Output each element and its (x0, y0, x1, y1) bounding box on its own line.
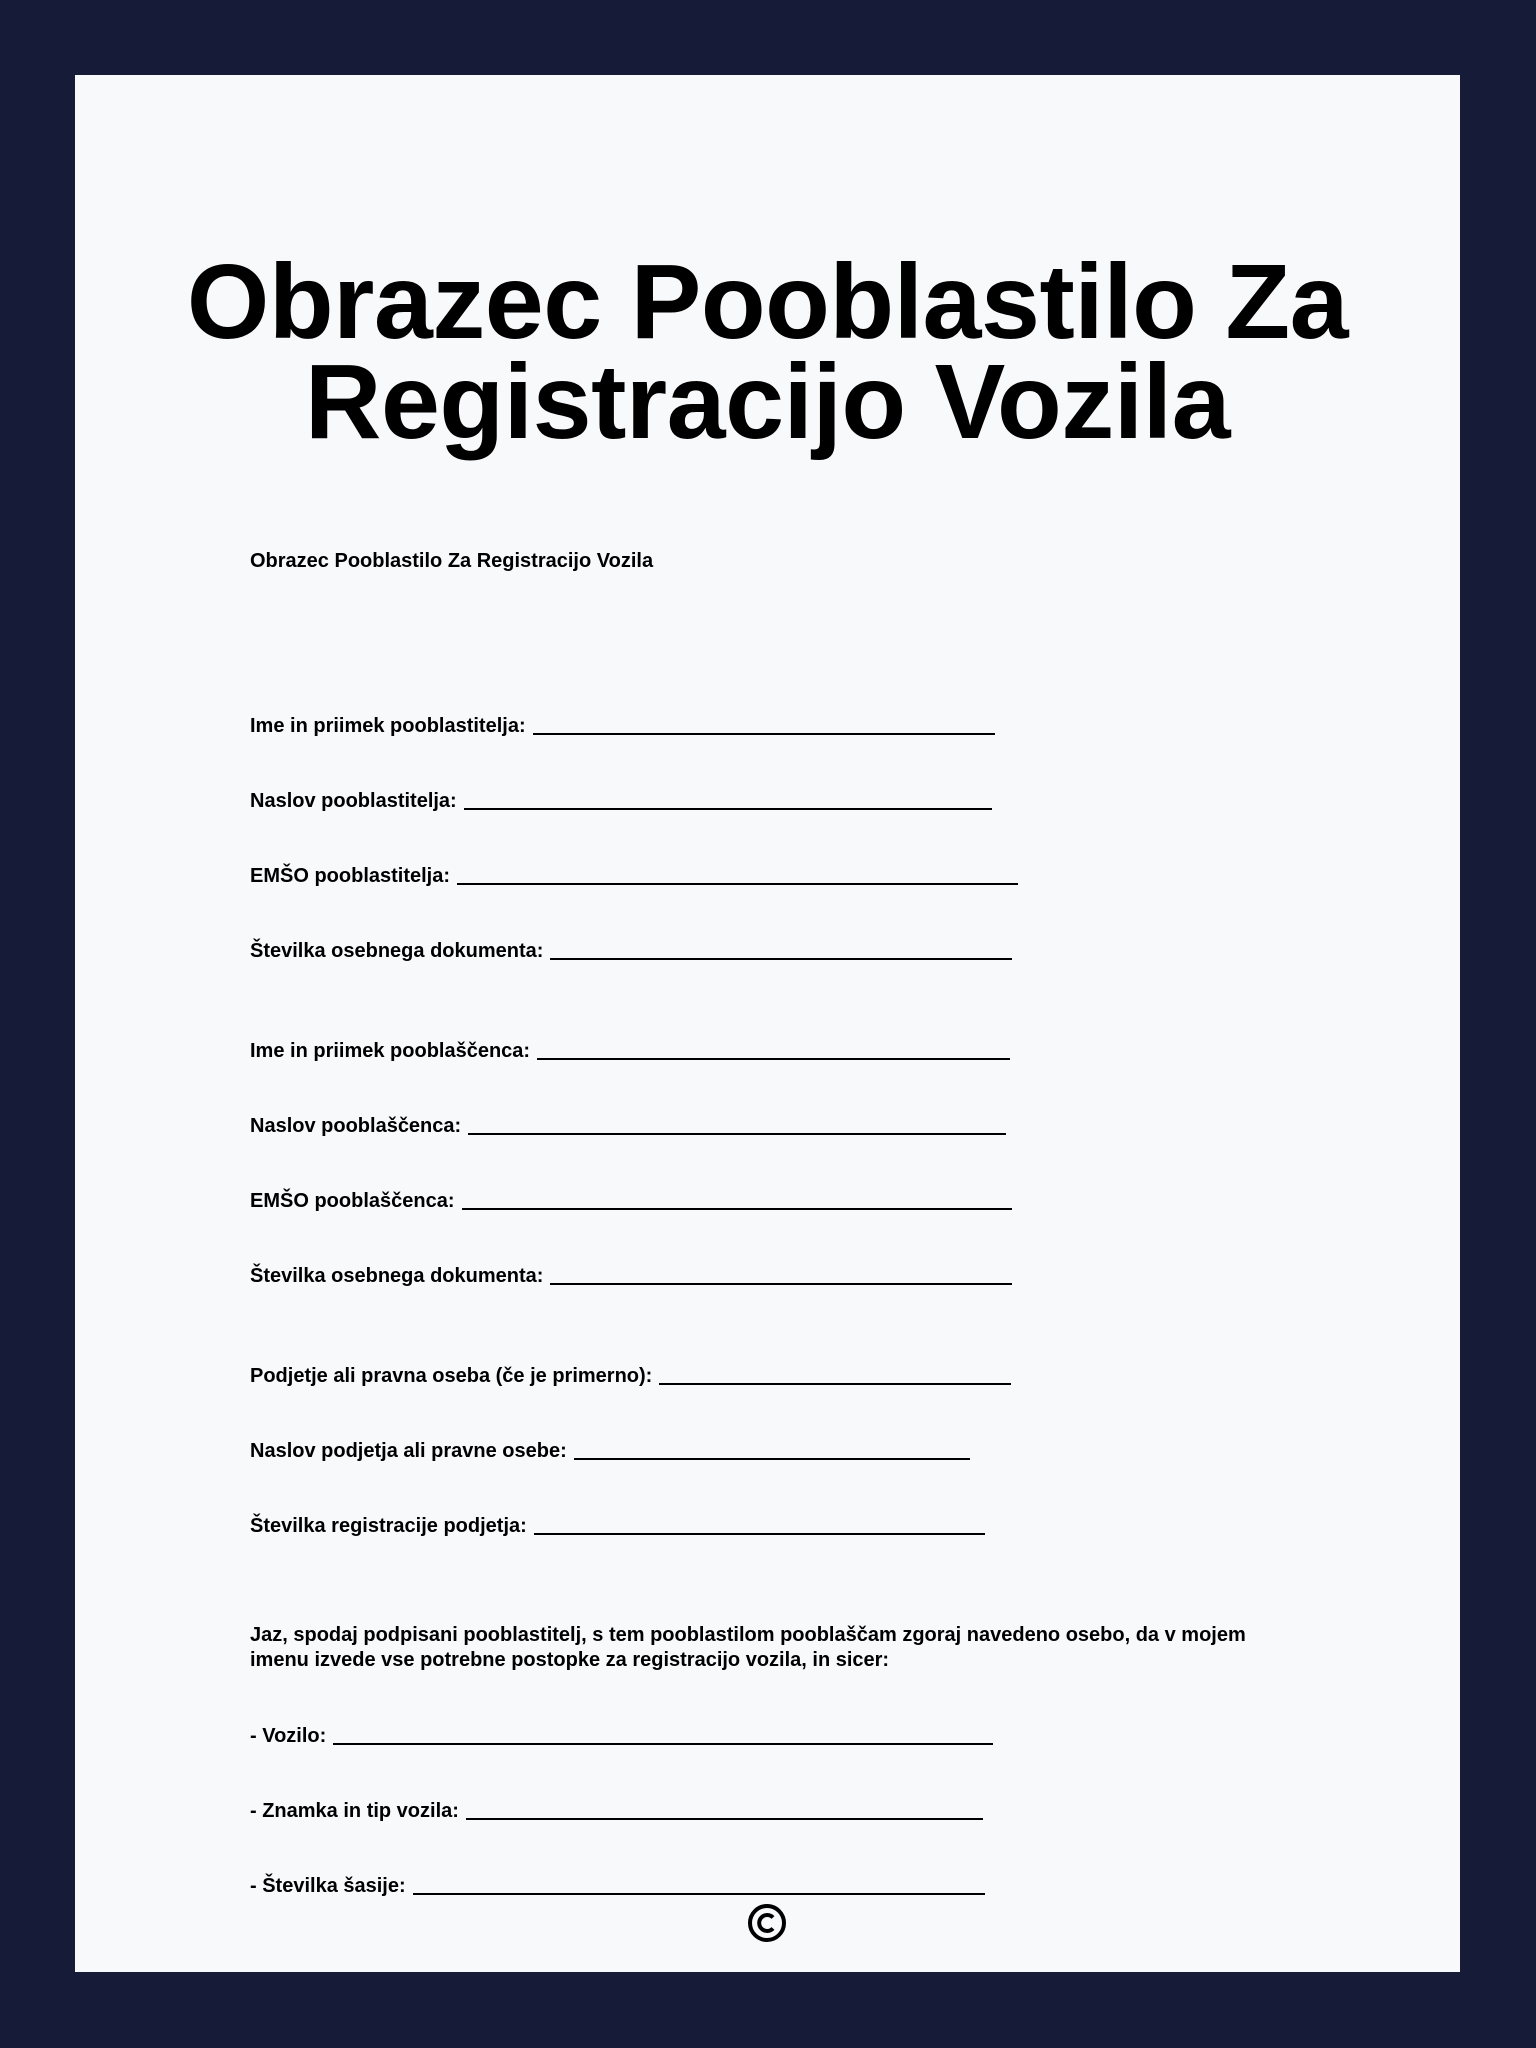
field-authorized-emso (250, 1185, 1012, 1213)
field-authorized-name (250, 1035, 1010, 1063)
field-label: Naslov pooblaščenca: (250, 1115, 462, 1137)
fill-in-line[interactable] (550, 1283, 1012, 1285)
fill-in-line[interactable] (468, 1133, 1006, 1135)
fill-in-line[interactable] (537, 1058, 1010, 1060)
document-title-line-2: Registracijo Vozila (304, 343, 1231, 461)
authorization-statement: Jaz, spodaj podpisani pooblastitelj, s tem pooblastilom pooblaščam zgoraj navedeno osebo, da v mojem imenu izvede vse potrebne postopke za registracijo vozila, in sicer: (250, 1624, 1246, 1671)
field-label: Naslov podjetja ali pravne osebe: (250, 1440, 567, 1462)
field-label: - Vozilo: (250, 1725, 327, 1747)
document-title-line-1: Obrazec Pooblastilo Za (186, 243, 1349, 361)
field-grantor-id-number (250, 935, 1012, 963)
field-company-address (250, 1435, 970, 1463)
field-label: Podjetje ali pravna oseba (če je primerno): (250, 1365, 653, 1387)
document-page (75, 75, 1460, 1972)
field-label: - Številka šasije: (250, 1875, 406, 1897)
fill-in-line[interactable] (534, 1533, 985, 1535)
fill-in-line[interactable] (659, 1383, 1011, 1385)
fill-in-line[interactable] (462, 1208, 1012, 1210)
field-vehicle (250, 1720, 993, 1748)
field-label: Številka osebnega dokumenta: (250, 1265, 544, 1287)
document-title (75, 243, 1460, 461)
fill-in-line[interactable] (574, 1458, 970, 1460)
field-grantor-name (250, 710, 995, 738)
field-label: EMŠO pooblaščenca: (250, 1190, 455, 1212)
fill-in-line[interactable] (464, 808, 992, 810)
fill-in-line[interactable] (457, 883, 1018, 885)
document-subtitle: Obrazec Pooblastilo Za Registracijo Vozila (250, 550, 654, 572)
field-company-name (250, 1360, 1011, 1388)
field-label: Ime in priimek pooblastitelja: (250, 715, 526, 737)
fill-in-line[interactable] (533, 733, 995, 735)
fill-in-line[interactable] (333, 1743, 993, 1745)
field-grantor-emso (250, 860, 1018, 888)
field-label: Številka registracije podjetja: (250, 1515, 527, 1537)
copyright-icon (747, 1903, 787, 1943)
field-chassis-number (250, 1870, 985, 1898)
field-company-registration (250, 1510, 985, 1538)
fill-in-line[interactable] (550, 958, 1012, 960)
field-vehicle-make-type (250, 1795, 983, 1823)
fill-in-line[interactable] (413, 1893, 985, 1895)
field-authorized-address (250, 1110, 1006, 1138)
field-grantor-address (250, 785, 992, 813)
field-label: Ime in priimek pooblaščenca: (250, 1040, 531, 1062)
field-label: - Znamka in tip vozila: (250, 1800, 459, 1822)
field-label: EMŠO pooblastitelja: (250, 865, 451, 887)
field-label: Naslov pooblastitelja: (250, 790, 457, 812)
field-authorized-id-number (250, 1260, 1012, 1288)
field-label: Številka osebnega dokumenta: (250, 940, 544, 962)
fill-in-line[interactable] (466, 1818, 983, 1820)
